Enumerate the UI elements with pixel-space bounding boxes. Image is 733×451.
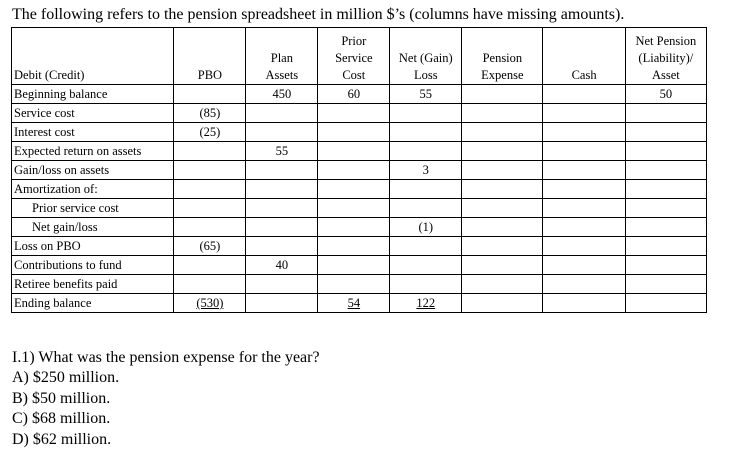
header-line: Net Pension bbox=[635, 34, 697, 48]
table-cell bbox=[174, 218, 246, 237]
table-row bbox=[12, 85, 707, 104]
table-cell bbox=[625, 85, 706, 104]
table-cell bbox=[246, 256, 318, 275]
header-line: Cash bbox=[571, 68, 597, 82]
answer-option: A) $250 million. bbox=[12, 369, 120, 387]
table-cell bbox=[174, 256, 246, 275]
table-cell bbox=[543, 123, 625, 142]
row-label: Contributions to fund bbox=[12, 256, 174, 275]
table-cell bbox=[246, 180, 318, 199]
table-row bbox=[12, 199, 707, 218]
table-row bbox=[12, 294, 707, 313]
table-cell bbox=[318, 218, 390, 237]
table-row bbox=[12, 161, 707, 180]
cell-value: (85) bbox=[199, 106, 221, 120]
table-cell bbox=[318, 85, 390, 104]
row-label: Interest cost bbox=[12, 123, 174, 142]
header-line: PBO bbox=[197, 68, 223, 82]
column-header bbox=[543, 28, 625, 85]
table-cell bbox=[318, 294, 390, 313]
table-row bbox=[12, 123, 707, 142]
table-cell bbox=[318, 256, 390, 275]
table-cell bbox=[246, 123, 318, 142]
header-line: Assets bbox=[265, 68, 299, 82]
table-cell bbox=[174, 294, 246, 313]
table-cell bbox=[174, 275, 246, 294]
table-cell bbox=[462, 237, 543, 256]
table-cell bbox=[318, 142, 390, 161]
table-cell bbox=[390, 275, 462, 294]
answer-option: C) $68 million. bbox=[12, 410, 111, 428]
column-header bbox=[625, 28, 706, 85]
table-cell bbox=[174, 237, 246, 256]
cell-value: (25) bbox=[199, 125, 221, 139]
table-cell bbox=[462, 180, 543, 199]
cell-value: 55 bbox=[419, 87, 433, 101]
row-label: Service cost bbox=[12, 104, 174, 123]
table-cell bbox=[390, 142, 462, 161]
header-line: Expense bbox=[481, 68, 524, 82]
cell-value: 54 bbox=[347, 296, 361, 310]
header-line: Pension bbox=[482, 51, 523, 65]
table-cell bbox=[625, 275, 706, 294]
answer-option: B) $50 million. bbox=[12, 389, 111, 407]
table-cell bbox=[246, 237, 318, 256]
column-header bbox=[390, 28, 462, 85]
row-label: Net gain/loss bbox=[12, 218, 174, 237]
table-cell bbox=[390, 294, 462, 313]
header-line: Service bbox=[335, 51, 373, 65]
row-label: Loss on PBO bbox=[12, 237, 174, 256]
table-cell bbox=[462, 275, 543, 294]
row-label: Ending balance bbox=[12, 294, 174, 313]
table-cell bbox=[625, 237, 706, 256]
table-row bbox=[12, 256, 707, 275]
cell-value: 60 bbox=[347, 87, 361, 101]
table-cell bbox=[174, 142, 246, 161]
cell-value: 3 bbox=[422, 163, 429, 177]
column-header bbox=[246, 28, 318, 85]
table-cell bbox=[543, 85, 625, 104]
table-cell bbox=[246, 161, 318, 180]
header-line: Plan bbox=[270, 51, 293, 65]
table-row bbox=[12, 275, 707, 294]
table-cell bbox=[318, 123, 390, 142]
row-label: Retiree benefits paid bbox=[12, 275, 174, 294]
question-stem: I.1) What was the pension expense for the year? bbox=[12, 349, 320, 366]
table-cell bbox=[462, 104, 543, 123]
table-cell bbox=[174, 199, 246, 218]
table-cell bbox=[174, 104, 246, 123]
table-cell bbox=[390, 123, 462, 142]
answer-option: D) $62 million. bbox=[12, 430, 112, 448]
table-cell bbox=[625, 104, 706, 123]
row-label: Prior service cost bbox=[12, 199, 174, 218]
header-line: Loss bbox=[413, 68, 438, 82]
problem-title: The following refers to the pension spreadsheet in million $’s (columns have missing amounts). bbox=[12, 6, 625, 23]
table-cell bbox=[246, 294, 318, 313]
table-cell bbox=[390, 218, 462, 237]
cell-value: (65) bbox=[199, 239, 221, 253]
cell-value: 50 bbox=[659, 87, 673, 101]
table-row bbox=[12, 237, 707, 256]
header-line: (Liability)/ bbox=[638, 51, 694, 65]
table-cell bbox=[625, 161, 706, 180]
cell-value: (530) bbox=[196, 296, 224, 310]
table-cell bbox=[174, 85, 246, 104]
header-line: Net (Gain) bbox=[398, 51, 453, 65]
table-cell bbox=[390, 256, 462, 275]
header-line: Prior bbox=[341, 34, 367, 48]
table-cell bbox=[462, 218, 543, 237]
table-cell bbox=[543, 161, 625, 180]
table-cell bbox=[543, 142, 625, 161]
table-cell bbox=[318, 275, 390, 294]
cell-value: (1) bbox=[418, 220, 434, 234]
column-header bbox=[462, 28, 543, 85]
table-cell bbox=[543, 237, 625, 256]
table-cell bbox=[462, 199, 543, 218]
table-cell bbox=[543, 180, 625, 199]
table-cell bbox=[625, 142, 706, 161]
table-cell bbox=[462, 123, 543, 142]
table-cell bbox=[390, 104, 462, 123]
column-header bbox=[318, 28, 390, 85]
header-line: Cost bbox=[342, 68, 366, 82]
table-cell bbox=[246, 104, 318, 123]
pension-spreadsheet bbox=[11, 27, 707, 313]
table-cell bbox=[625, 218, 706, 237]
table-cell bbox=[174, 161, 246, 180]
row-label: Gain/loss on assets bbox=[12, 161, 174, 180]
table-cell bbox=[625, 180, 706, 199]
table-cell bbox=[390, 199, 462, 218]
table-cell bbox=[462, 294, 543, 313]
row-label: Expected return on assets bbox=[12, 142, 174, 161]
table-cell bbox=[246, 275, 318, 294]
answer-options bbox=[12, 368, 320, 450]
column-header bbox=[12, 28, 174, 85]
table-cell bbox=[390, 161, 462, 180]
table-row bbox=[12, 218, 707, 237]
table-cell bbox=[390, 85, 462, 104]
table-cell bbox=[318, 199, 390, 218]
table-cell bbox=[246, 142, 318, 161]
table-cell bbox=[462, 142, 543, 161]
table-cell bbox=[543, 294, 625, 313]
table-row bbox=[12, 180, 707, 199]
row-label: Beginning balance bbox=[12, 85, 174, 104]
table-cell bbox=[625, 294, 706, 313]
table-cell bbox=[246, 85, 318, 104]
table-row bbox=[12, 104, 707, 123]
question-block bbox=[12, 348, 320, 450]
header-line: Debit (Credit) bbox=[14, 68, 85, 82]
table-cell bbox=[174, 180, 246, 199]
table-cell bbox=[318, 180, 390, 199]
table-row bbox=[12, 142, 707, 161]
table-cell bbox=[543, 256, 625, 275]
table-cell bbox=[390, 180, 462, 199]
table-cell bbox=[462, 85, 543, 104]
cell-value: 122 bbox=[416, 296, 436, 310]
table-cell bbox=[246, 218, 318, 237]
table-cell bbox=[318, 237, 390, 256]
table-cell bbox=[462, 256, 543, 275]
table-cell bbox=[174, 123, 246, 142]
header-row bbox=[12, 28, 707, 85]
cell-value: 55 bbox=[275, 144, 289, 158]
table-cell bbox=[318, 161, 390, 180]
column-header bbox=[174, 28, 246, 85]
cell-value: 40 bbox=[275, 258, 289, 272]
cell-value: 450 bbox=[272, 87, 292, 101]
table-cell bbox=[625, 256, 706, 275]
table-cell bbox=[543, 199, 625, 218]
table-cell bbox=[543, 275, 625, 294]
table-cell bbox=[318, 104, 390, 123]
header-line: Asset bbox=[651, 68, 680, 82]
table-cell bbox=[246, 199, 318, 218]
table-cell bbox=[543, 104, 625, 123]
table-cell bbox=[543, 218, 625, 237]
table-cell bbox=[625, 199, 706, 218]
table-cell bbox=[625, 123, 706, 142]
table-cell bbox=[390, 237, 462, 256]
row-label: Amortization of: bbox=[12, 180, 174, 199]
table-cell bbox=[462, 161, 543, 180]
